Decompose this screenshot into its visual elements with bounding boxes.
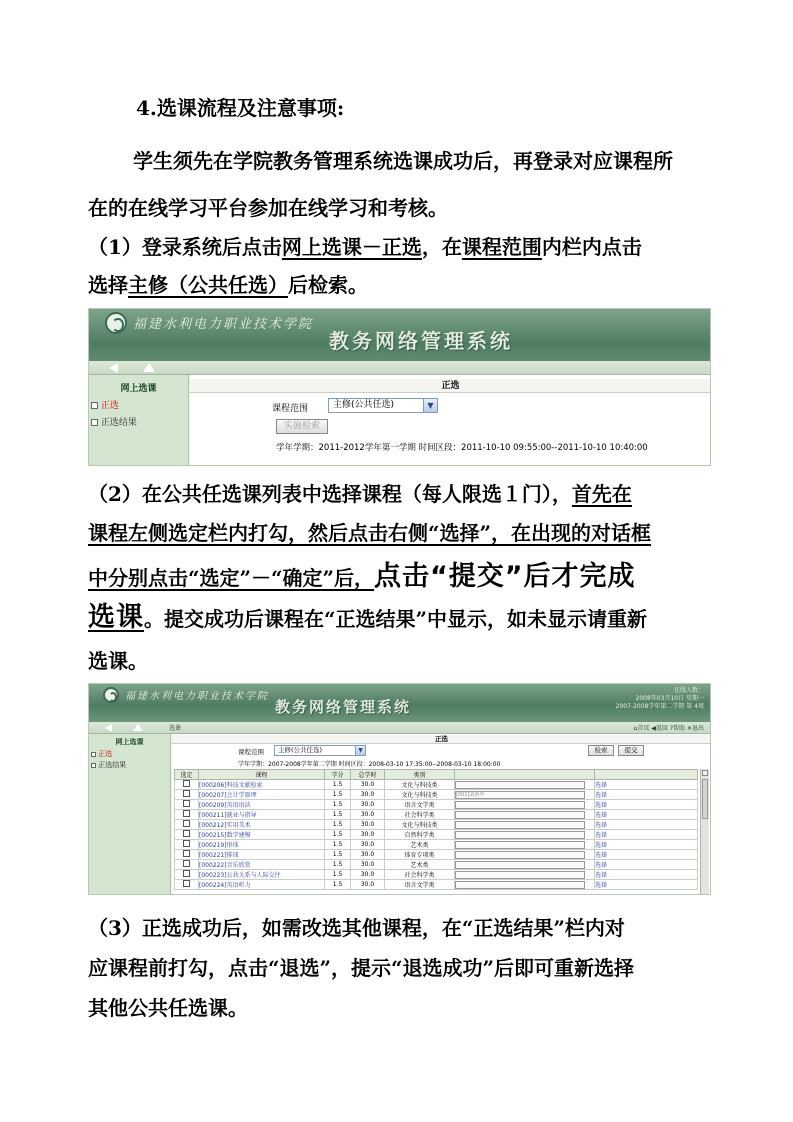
course-hours: 30.0 xyxy=(351,830,385,840)
row-select-checkbox[interactable] xyxy=(175,870,199,880)
sidebar xyxy=(89,734,171,895)
course-hours: 30.0 xyxy=(351,820,385,830)
course-credit: 1.5 xyxy=(325,790,351,800)
submit-button[interactable]: 提交 xyxy=(618,745,644,756)
step1-line2-prefix: 选择 xyxy=(88,273,128,297)
course-name: [000211]就业与指导 xyxy=(199,810,325,820)
course-category: 文化与科技类 xyxy=(385,820,455,830)
teacher-field[interactable] xyxy=(455,860,595,870)
toolbar xyxy=(634,723,704,732)
home-icon: ⌂ xyxy=(633,725,638,732)
main-panel xyxy=(190,375,711,466)
table-header-row xyxy=(175,770,698,780)
range-select-value: 主修(公共任选) xyxy=(333,400,395,410)
step2-emphasis-select: 选课 xyxy=(88,602,144,633)
chevron-down-icon: ▼ xyxy=(423,399,437,412)
sidebar-item-result[interactable] xyxy=(91,760,170,770)
step3-line-1: （3）正选成功后，如需改选其他课程，在“正选结果”栏内对 xyxy=(88,916,625,940)
row-select-checkbox[interactable] xyxy=(175,800,199,810)
row-select-checkbox[interactable] xyxy=(175,860,199,870)
course-name: [000207]会计学原理 xyxy=(199,790,325,800)
teacher-field[interactable] xyxy=(455,830,595,840)
column-header xyxy=(455,770,595,780)
checkbox-icon[interactable] xyxy=(183,850,190,857)
teacher-input[interactable] xyxy=(455,801,585,809)
course-credit: 1.5 xyxy=(325,880,351,890)
course-hours: 30.0 xyxy=(351,840,385,850)
teacher-input[interactable]: [001]刘新华 xyxy=(455,791,585,799)
nav-strip xyxy=(89,361,710,375)
step1-link-course-range: 课程范围 xyxy=(461,235,542,259)
range-select[interactable] xyxy=(328,398,438,413)
teacher-input[interactable] xyxy=(455,861,585,869)
checkbox-icon xyxy=(91,763,96,768)
course-name: [000209]英语语法 xyxy=(199,800,325,810)
sidebar-item-label: 正选结果 xyxy=(98,761,127,769)
teacher-field[interactable] xyxy=(455,810,595,820)
course-hours: 30.0 xyxy=(351,780,385,790)
current-date: 2008年03月10日 星期一 xyxy=(635,695,704,702)
row-select-checkbox[interactable] xyxy=(175,830,199,840)
select-link[interactable]: 选择 xyxy=(595,880,698,890)
checkbox-icon xyxy=(91,419,98,426)
column-header: 总学时 xyxy=(351,770,385,780)
teacher-field[interactable] xyxy=(455,820,595,830)
toolbar-home[interactable]: 首页 xyxy=(637,725,650,732)
course-name: [000219]形体 xyxy=(199,840,325,850)
table-row xyxy=(175,800,698,810)
table-row xyxy=(175,820,698,830)
column-header xyxy=(595,770,698,780)
course-hours: 30.0 xyxy=(351,790,385,800)
range-select-value: 主修(公共任选) xyxy=(278,746,323,754)
step2-line3-underlined: 中分别点击“选定”－“确定”后， xyxy=(88,566,375,590)
select-link[interactable]: 选择 xyxy=(595,820,698,830)
course-name: [000223]公共关系与人际交往 xyxy=(199,870,325,880)
toolbar-back[interactable]: 返回 xyxy=(655,725,668,732)
course-credit: 1.5 xyxy=(325,840,351,850)
up-arrow-icon[interactable] xyxy=(133,724,143,731)
step2-line-5: 选课。 xyxy=(88,649,148,673)
system-title: 教务网络管理系统 xyxy=(329,329,513,353)
back-arrow-icon[interactable] xyxy=(105,724,112,732)
table-row xyxy=(175,830,698,840)
table-row xyxy=(175,870,698,880)
course-hours: 30.0 xyxy=(351,810,385,820)
select-link[interactable]: 选择 xyxy=(595,850,698,860)
course-category: 文化与科技类 xyxy=(385,790,455,800)
step2-line1-prefix: （2）在公共任选课列表中选择课程（每人限选１门）， xyxy=(88,482,572,506)
teacher-field[interactable] xyxy=(455,790,595,800)
school-logo-icon xyxy=(103,687,119,703)
table-row xyxy=(175,790,698,800)
course-category: 语言文学类 xyxy=(385,880,455,890)
scroll-thumb[interactable] xyxy=(702,779,708,819)
teacher-input[interactable] xyxy=(455,881,585,889)
row-select-checkbox[interactable] xyxy=(175,810,199,820)
select-link[interactable]: 选择 xyxy=(595,840,698,850)
row-select-checkbox[interactable] xyxy=(175,820,199,830)
section-heading: 4.选课流程及注意事项: xyxy=(136,96,345,120)
table-row xyxy=(175,810,698,820)
checkbox-icon[interactable] xyxy=(183,820,190,827)
school-name: 福建水利电力职业技术学院 xyxy=(125,691,269,702)
sidebar-item-label: 正选结果 xyxy=(100,418,137,428)
step1-mid: ，在 xyxy=(421,235,462,259)
row-select-checkbox[interactable] xyxy=(175,850,199,860)
teacher-field[interactable] xyxy=(455,840,595,850)
checkbox-icon[interactable] xyxy=(183,830,190,837)
teacher-field[interactable] xyxy=(455,780,595,790)
course-name: [000212]实用美术 xyxy=(199,820,325,830)
step1-link-major: 主修（公共任选） xyxy=(128,273,288,297)
checkbox-icon[interactable] xyxy=(183,870,190,877)
breadcrumb: 选课 xyxy=(169,725,182,732)
checkbox-icon[interactable] xyxy=(183,810,190,817)
teacher-input[interactable] xyxy=(455,821,585,829)
range-label: 课程范围 xyxy=(272,404,309,414)
checkbox-icon[interactable] xyxy=(183,840,190,847)
table-row xyxy=(175,850,698,860)
course-category: 文化与科技类 xyxy=(385,780,455,790)
checkbox-icon xyxy=(91,402,98,409)
course-hours: 30.0 xyxy=(351,860,385,870)
toolbar-help[interactable]: 帮助 xyxy=(673,725,686,732)
sidebar-item-label: 正选 xyxy=(98,750,113,758)
course-category: 艺术类 xyxy=(385,840,455,850)
sidebar-item-result[interactable] xyxy=(91,415,188,428)
online-count: 在线人数： xyxy=(673,687,704,694)
row-select-checkbox[interactable] xyxy=(175,780,199,790)
screenshot-course-list xyxy=(88,683,711,895)
select-link[interactable]: 选择 xyxy=(595,830,698,840)
step1-suffix: 内栏内点击 xyxy=(541,235,642,259)
checkbox-icon[interactable] xyxy=(183,800,190,807)
teacher-input[interactable] xyxy=(455,831,585,839)
help-icon: ? xyxy=(669,725,674,732)
checkbox-icon[interactable] xyxy=(183,780,190,787)
course-category: 社会科学类 xyxy=(385,870,455,880)
step1-line2-suffix: 后检索。 xyxy=(288,273,368,297)
system-title: 教务网络管理系统 xyxy=(275,698,412,716)
search-button[interactable]: 实施检索 xyxy=(276,419,328,434)
teacher-field[interactable] xyxy=(455,850,595,860)
sidebar-title: 网上选课 xyxy=(120,384,157,394)
sidebar-item-label: 正选 xyxy=(100,401,119,411)
checkbox-icon xyxy=(91,752,96,757)
course-hours: 30.0 xyxy=(351,800,385,810)
teacher-field[interactable] xyxy=(455,800,595,810)
term-info: 学年学期：2011-2012学年第一学期 时间区段：2011-10-10 09:55:00--2011-10-10 10:40:00 xyxy=(276,443,648,453)
table-row xyxy=(175,880,698,890)
row-select-checkbox[interactable] xyxy=(175,790,199,800)
step2-line-2: 课程左侧选定栏内打勾，然后点击右侧“选择”，在出现的对话框 xyxy=(88,521,652,545)
sidebar-title: 网上选课 xyxy=(115,738,144,746)
course-category: 体育专项类 xyxy=(385,850,455,860)
table-row xyxy=(175,780,698,790)
main-panel xyxy=(172,734,711,895)
row-select-checkbox[interactable] xyxy=(175,880,199,890)
screenshot-course-search xyxy=(88,308,711,466)
column-header: 选定 xyxy=(175,770,199,780)
row-select-checkbox[interactable] xyxy=(175,840,199,850)
course-name: [000215]数学建模 xyxy=(199,830,325,840)
intro-line-2: 在的在线学习平台参加在线学习和考核。 xyxy=(88,196,448,220)
chevron-down-icon: ▼ xyxy=(355,746,365,755)
course-name: [000222]音乐欣赏 xyxy=(199,860,325,870)
step2-line1-link: 首先在 xyxy=(571,482,632,506)
select-link[interactable]: 选择 xyxy=(595,800,698,810)
toolbar-exit[interactable]: 退出 xyxy=(691,725,704,732)
step1-prefix: （1）登录系统后点击 xyxy=(88,235,282,259)
teacher-input[interactable] xyxy=(455,841,585,849)
panel-title: 正选 xyxy=(172,735,711,744)
step3-line-3: 其他公共任选课。 xyxy=(88,996,248,1020)
nav-strip xyxy=(89,722,710,734)
school-logo-icon xyxy=(105,312,127,334)
sidebar-item-zhengxuan[interactable] xyxy=(91,398,188,411)
search-button[interactable]: 检索 xyxy=(588,745,614,756)
course-credit: 1.5 xyxy=(325,800,351,810)
header-info xyxy=(616,687,704,711)
up-arrow-icon[interactable] xyxy=(143,363,155,372)
course-hours: 30.0 xyxy=(351,870,385,880)
column-header: 课程 xyxy=(199,770,325,780)
back-arrow-icon[interactable] xyxy=(109,363,118,373)
course-credit: 1.5 xyxy=(325,870,351,880)
teacher-input[interactable] xyxy=(455,811,585,819)
school-name: 福建水利电力职业技术学院 xyxy=(133,317,314,332)
teacher-field[interactable] xyxy=(455,880,595,890)
step2-line-4 xyxy=(88,604,710,633)
sidebar-item-zhengxuan[interactable] xyxy=(91,749,170,759)
course-name: [000206]科技文献检索 xyxy=(199,780,325,790)
teacher-input[interactable] xyxy=(455,781,585,789)
step1-link-online-select: 网上选课－正选 xyxy=(281,235,422,259)
course-credit: 1.5 xyxy=(325,780,351,790)
checkbox-icon[interactable] xyxy=(183,880,190,887)
course-table xyxy=(174,769,698,890)
table-scrollbar[interactable] xyxy=(700,769,709,895)
step2-line-3 xyxy=(88,563,710,592)
course-credit: 1.5 xyxy=(325,820,351,830)
step2-emphasis-submit: 点击“提交”后才完成 xyxy=(374,561,636,592)
course-name: [000221]排球 xyxy=(199,850,325,860)
select-link[interactable]: 选择 xyxy=(595,780,698,790)
sidebar xyxy=(89,375,189,466)
column-header: 类别 xyxy=(385,770,455,780)
term-info: 学年学期：2007-2008学年第二学期 时间区段：2008-03-10 17:35:00--2008-03-10 18:00:00 xyxy=(238,761,501,768)
step1-line-2 xyxy=(88,275,710,295)
range-select[interactable] xyxy=(274,745,366,756)
course-category: 社会科学类 xyxy=(385,810,455,820)
course-hours: 30.0 xyxy=(351,850,385,860)
select-link[interactable]: 选择 xyxy=(595,790,698,800)
course-credit: 1.5 xyxy=(325,810,351,820)
course-category: 语言文学类 xyxy=(385,800,455,810)
step3-line-2: 应课程前打勾，点击“退选”，提示“退选成功”后即可重新选择 xyxy=(88,956,635,980)
table-row xyxy=(175,860,698,870)
intro-line-1: 学生须先在学院教务管理系统选课成功后，再登录对应课程所 xyxy=(133,149,673,173)
scroll-up-icon[interactable] xyxy=(702,770,708,776)
teacher-input[interactable] xyxy=(455,871,585,879)
checkbox-icon[interactable] xyxy=(183,790,190,797)
exit-icon: ✕ xyxy=(686,725,692,732)
step1-line-1 xyxy=(88,237,710,257)
course-credit: 1.5 xyxy=(325,830,351,840)
step2-line4-rest: 。提交成功后课程在“正选结果”中显示，如未显示请重新 xyxy=(144,607,648,631)
panel-title: 正选 xyxy=(190,379,711,393)
back-icon: ◀ xyxy=(651,725,656,732)
course-credit: 1.5 xyxy=(325,860,351,870)
select-link[interactable]: 选择 xyxy=(595,870,698,880)
teacher-field[interactable] xyxy=(455,870,595,880)
system-banner xyxy=(89,684,710,722)
course-category: 自然科学类 xyxy=(385,830,455,840)
checkbox-icon[interactable] xyxy=(183,860,190,867)
range-label: 课程范围 xyxy=(238,748,264,756)
current-term: 2007-2008学年第二学期 第 4周 xyxy=(615,703,704,710)
course-hours: 30.0 xyxy=(351,880,385,890)
course-category: 艺术类 xyxy=(385,860,455,870)
course-credit: 1.5 xyxy=(325,850,351,860)
column-header: 学分 xyxy=(325,770,351,780)
select-link[interactable]: 选择 xyxy=(595,860,698,870)
select-link[interactable]: 选择 xyxy=(595,810,698,820)
course-name: [000224]英语听力 xyxy=(199,880,325,890)
table-row xyxy=(175,840,698,850)
step2-line-1 xyxy=(88,484,710,504)
teacher-input[interactable] xyxy=(455,851,585,859)
